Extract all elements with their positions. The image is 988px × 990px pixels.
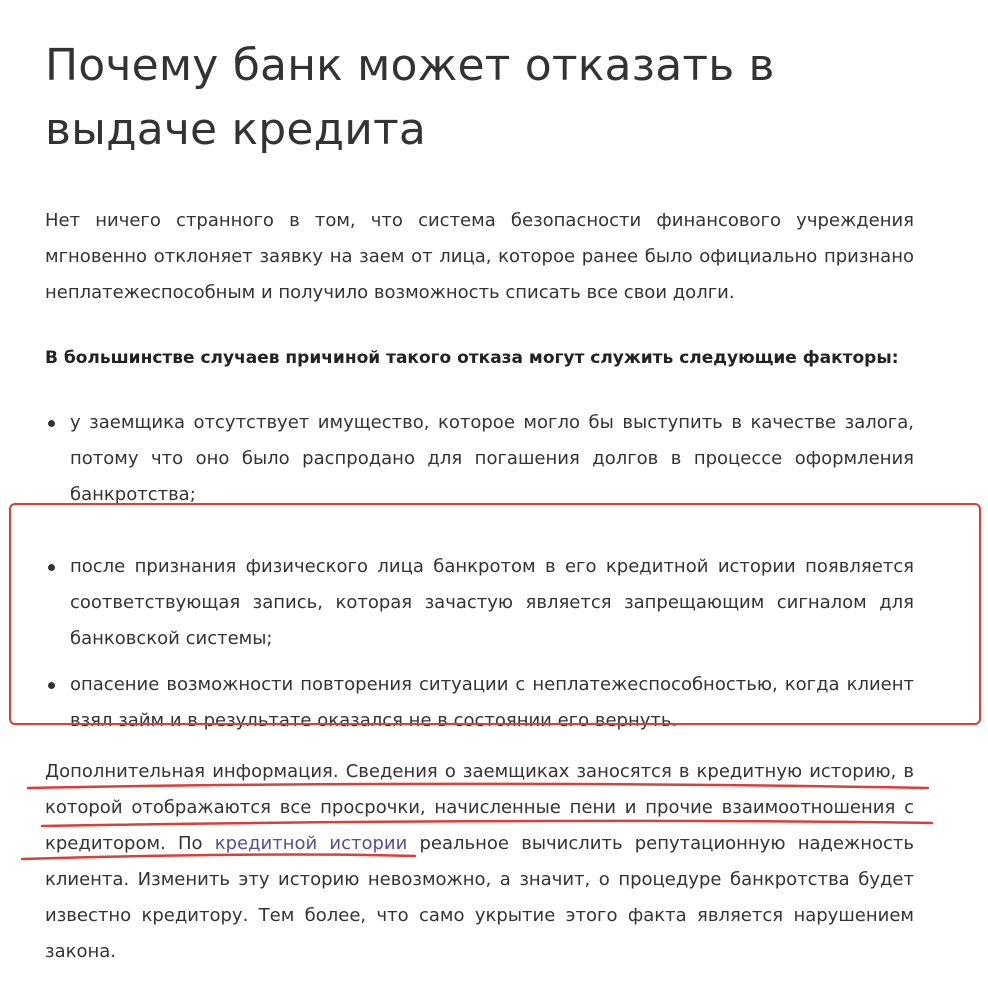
underline-mark (22, 855, 415, 859)
underline-mark (28, 784, 928, 788)
extra-info-text: Дополнительная информация. Сведения о заемщиках заносятся в кредитную историю, в которой отображаются все просрочки, начисленные пени и прочие взаимоотношения с кредитором. (45, 761, 914, 854)
intro-paragraph: Нет ничего странного в том, что система безопасности финансового учреждения мгновенно отклоняет заявку на заем от лица, которое ранее было официально признано неплатежеспособным и получило возможность списать все свои долги. (45, 210, 914, 303)
list-item-text: опасение возможности повторения ситуации с неплатежеспособностью, когда клиент взял займ и в результате оказался не в состоянии его вернуть. (70, 674, 914, 731)
article-title: Почему банк может отказать в выдаче кредита (45, 40, 775, 155)
list-item-text: после признания физического лица банкротом в его кредитной истории появляется соответствующая запись, которая зачастую является запрещающим сигналом для банковской системы; (70, 556, 914, 649)
list-item-text: у заемщика отсутствует имущество, которое могло бы выступить в качестве залога, потому что оно было распродано для погашения долгов в процессе оформления банкротства; (70, 412, 914, 505)
underline-mark (42, 821, 932, 826)
extra-info-rest: реальное вычислить репутационную надежность клиента. Изменить эту историю невозможно, а значит, о процедуре банкротства будет известно кредитору. Тем более, что само укрытие этого факта является нарушением закона. (45, 833, 914, 962)
extra-info-connector: По (165, 833, 215, 854)
credit-history-link[interactable]: кредитной истории (214, 833, 408, 854)
factors-lead: В большинстве случаев причиной такого отказа могут служить следующие факторы: (45, 348, 899, 368)
